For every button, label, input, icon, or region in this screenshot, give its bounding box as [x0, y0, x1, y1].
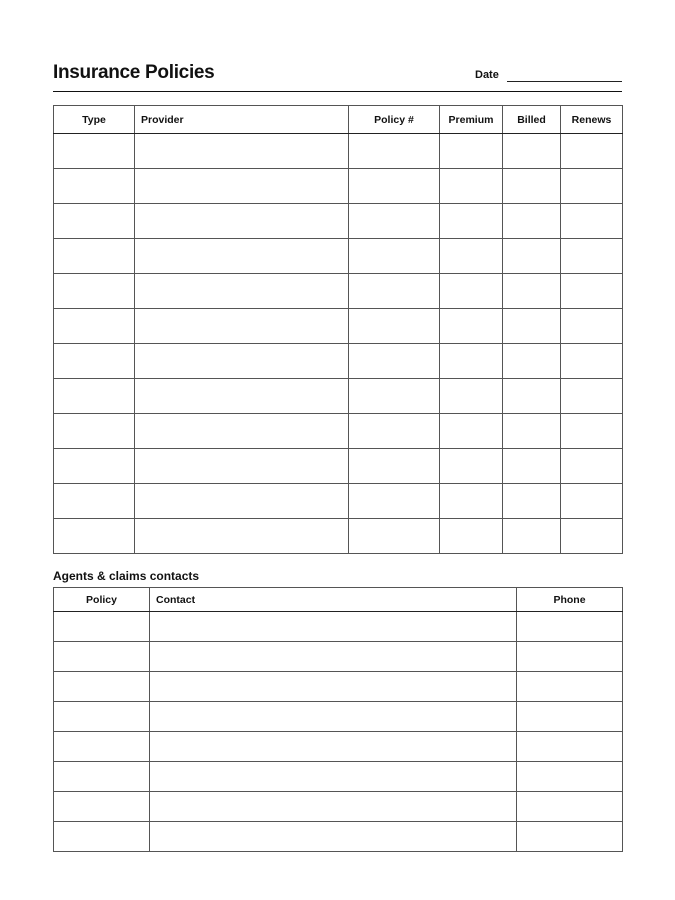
- policy-cell[interactable]: [349, 379, 440, 414]
- date-field[interactable]: [507, 81, 622, 82]
- contact-row: [54, 642, 623, 672]
- policy-cell[interactable]: [349, 274, 440, 309]
- policy-cell[interactable]: [54, 309, 135, 344]
- policy-cell[interactable]: [135, 134, 349, 169]
- policy-cell[interactable]: [503, 239, 561, 274]
- policy-cell[interactable]: [349, 519, 440, 554]
- policy-cell[interactable]: [561, 274, 623, 309]
- contact-cell[interactable]: [517, 702, 623, 732]
- policy-cell[interactable]: [135, 344, 349, 379]
- policy-cell[interactable]: [561, 519, 623, 554]
- contact-cell[interactable]: [517, 672, 623, 702]
- policy-row: [54, 204, 623, 239]
- policy-cell[interactable]: [54, 239, 135, 274]
- policy-cell[interactable]: [440, 309, 503, 344]
- policies-header-row: [54, 106, 623, 134]
- policy-cell[interactable]: [503, 344, 561, 379]
- contact-row: [54, 792, 623, 822]
- contact-cell[interactable]: [150, 762, 517, 792]
- policy-row: [54, 344, 623, 379]
- policy-row: [54, 169, 623, 204]
- policy-cell[interactable]: [561, 344, 623, 379]
- policies-table: [53, 105, 623, 554]
- policy-cell[interactable]: [135, 204, 349, 239]
- contact-cell[interactable]: [150, 642, 517, 672]
- policy-cell[interactable]: [503, 134, 561, 169]
- policy-cell[interactable]: [349, 449, 440, 484]
- policy-cell[interactable]: [135, 519, 349, 554]
- policy-cell[interactable]: [440, 519, 503, 554]
- contact-row: [54, 822, 623, 852]
- date-label: Date: [475, 69, 499, 81]
- policy-cell[interactable]: [54, 344, 135, 379]
- contact-cell[interactable]: [517, 762, 623, 792]
- col-billed: Billed: [503, 106, 561, 134]
- policy-row: [54, 414, 623, 449]
- col-contact: Contact: [150, 588, 517, 612]
- policy-row: [54, 484, 623, 519]
- policy-cell[interactable]: [440, 169, 503, 204]
- policy-cell[interactable]: [54, 169, 135, 204]
- policy-cell[interactable]: [135, 239, 349, 274]
- policy-cell[interactable]: [349, 414, 440, 449]
- policy-cell[interactable]: [54, 519, 135, 554]
- contact-cell[interactable]: [517, 612, 623, 642]
- policy-row: [54, 519, 623, 554]
- policy-cell[interactable]: [349, 344, 440, 379]
- policy-cell[interactable]: [440, 379, 503, 414]
- contact-cell[interactable]: [517, 732, 623, 762]
- policy-cell[interactable]: [135, 414, 349, 449]
- contact-cell[interactable]: [54, 702, 150, 732]
- policy-cell[interactable]: [503, 414, 561, 449]
- policy-cell[interactable]: [561, 204, 623, 239]
- policy-cell[interactable]: [440, 204, 503, 239]
- policy-cell[interactable]: [54, 274, 135, 309]
- policy-cell[interactable]: [54, 134, 135, 169]
- policy-cell[interactable]: [54, 379, 135, 414]
- contact-cell[interactable]: [54, 792, 150, 822]
- policy-cell[interactable]: [349, 134, 440, 169]
- col-policy-number: Policy #: [349, 106, 440, 134]
- policy-cell[interactable]: [440, 484, 503, 519]
- policy-cell[interactable]: [561, 134, 623, 169]
- policy-cell[interactable]: [503, 449, 561, 484]
- policy-cell[interactable]: [440, 134, 503, 169]
- header-rule: [53, 91, 622, 92]
- policy-cell[interactable]: [561, 169, 623, 204]
- policy-cell[interactable]: [440, 449, 503, 484]
- contact-row: [54, 702, 623, 732]
- col-premium: Premium: [440, 106, 503, 134]
- policy-row: [54, 449, 623, 484]
- contact-row: [54, 612, 623, 642]
- col-provider: Provider: [135, 106, 349, 134]
- policy-cell[interactable]: [135, 274, 349, 309]
- contact-row: [54, 762, 623, 792]
- contact-cell[interactable]: [150, 822, 517, 852]
- contact-cell[interactable]: [150, 702, 517, 732]
- contact-cell[interactable]: [54, 672, 150, 702]
- policy-cell[interactable]: [561, 239, 623, 274]
- contact-cell[interactable]: [150, 732, 517, 762]
- col-type: Type: [54, 106, 135, 134]
- contact-row: [54, 672, 623, 702]
- contact-cell[interactable]: [150, 792, 517, 822]
- policy-cell[interactable]: [503, 484, 561, 519]
- policy-row: [54, 274, 623, 309]
- policy-cell[interactable]: [135, 309, 349, 344]
- policy-cell[interactable]: [561, 414, 623, 449]
- policy-cell[interactable]: [561, 379, 623, 414]
- contact-cell[interactable]: [150, 672, 517, 702]
- contact-cell[interactable]: [54, 762, 150, 792]
- col-phone: Phone: [517, 588, 623, 612]
- policy-cell[interactable]: [54, 449, 135, 484]
- policy-cell[interactable]: [349, 309, 440, 344]
- policy-row: [54, 309, 623, 344]
- policy-cell[interactable]: [440, 414, 503, 449]
- contact-cell[interactable]: [517, 822, 623, 852]
- policy-cell[interactable]: [349, 204, 440, 239]
- policy-cell[interactable]: [349, 239, 440, 274]
- col-policy: Policy: [54, 588, 150, 612]
- policy-cell[interactable]: [135, 484, 349, 519]
- contacts-section-title: Agents & claims contacts: [53, 569, 200, 583]
- contact-cell[interactable]: [54, 732, 150, 762]
- policy-cell[interactable]: [54, 414, 135, 449]
- contacts-body: [54, 612, 623, 852]
- policy-cell[interactable]: [349, 484, 440, 519]
- policy-cell[interactable]: [561, 309, 623, 344]
- contact-cell[interactable]: [517, 642, 623, 672]
- contact-cell[interactable]: [54, 612, 150, 642]
- contact-cell[interactable]: [54, 642, 150, 672]
- policy-cell[interactable]: [503, 379, 561, 414]
- policy-cell[interactable]: [503, 169, 561, 204]
- policy-cell[interactable]: [503, 519, 561, 554]
- contact-cell[interactable]: [150, 612, 517, 642]
- policy-cell[interactable]: [503, 309, 561, 344]
- policy-cell[interactable]: [135, 379, 349, 414]
- policy-cell[interactable]: [54, 484, 135, 519]
- policy-row: [54, 134, 623, 169]
- policy-cell[interactable]: [440, 274, 503, 309]
- contacts-header-row: [54, 588, 623, 612]
- contact-row: [54, 732, 623, 762]
- policy-cell[interactable]: [503, 274, 561, 309]
- policy-cell[interactable]: [349, 169, 440, 204]
- policy-cell[interactable]: [54, 204, 135, 239]
- policy-cell[interactable]: [503, 204, 561, 239]
- contact-cell[interactable]: [517, 792, 623, 822]
- policy-cell[interactable]: [135, 169, 349, 204]
- policy-cell[interactable]: [561, 484, 623, 519]
- policy-cell[interactable]: [135, 449, 349, 484]
- col-renews: Renews: [561, 106, 623, 134]
- policy-cell[interactable]: [440, 344, 503, 379]
- policy-row: [54, 239, 623, 274]
- contacts-table: [53, 587, 623, 852]
- policies-body: [54, 134, 623, 554]
- policy-cell[interactable]: [440, 239, 503, 274]
- policy-cell[interactable]: [561, 449, 623, 484]
- contact-cell[interactable]: [54, 822, 150, 852]
- page-title: Insurance Policies: [53, 62, 215, 83]
- policy-row: [54, 379, 623, 414]
